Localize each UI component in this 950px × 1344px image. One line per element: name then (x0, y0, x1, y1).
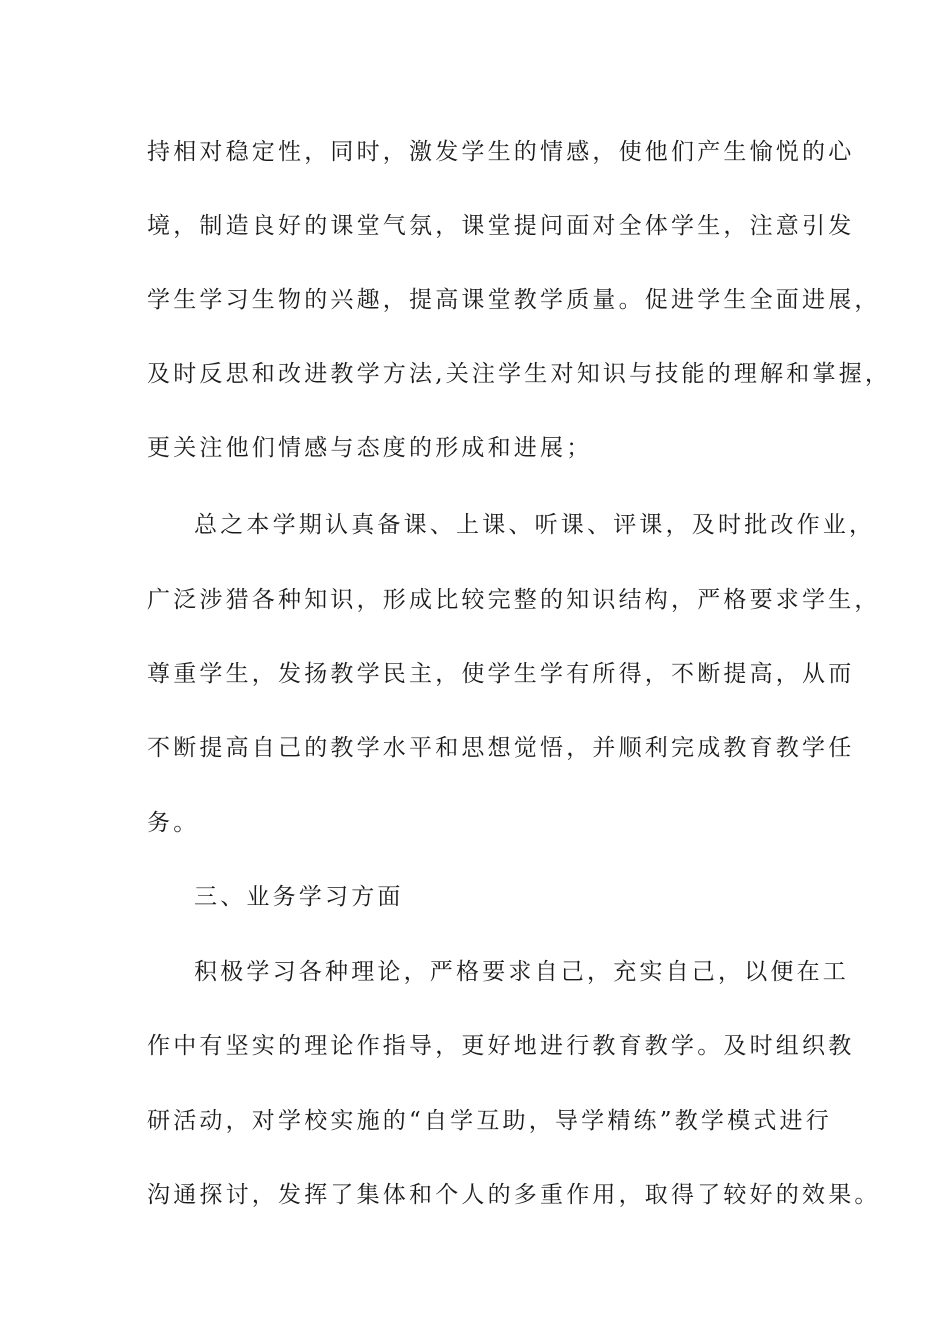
paragraph-line-2: 境，制造良好的课堂气氛，课堂提问面对全体学生，注意引发 (147, 213, 855, 239)
paragraph-line-6: 总之本学期认真备课、上课、听课、评课，及时批改作业， (194, 512, 876, 538)
paragraph-line-7: 广泛涉猎各种知识，形成比较完整的知识结构，严格要求学生， (147, 587, 881, 613)
paragraph-line-3: 学生学习生物的兴趣，提高课堂教学质量。促进学生全面进展， (147, 287, 881, 313)
paragraph-line-12: 积极学习各种理论，严格要求自己，充实自己，以便在工 (194, 959, 849, 985)
paragraph-line-10: 务。 (147, 810, 200, 836)
section-heading: 三、业务学习方面 (194, 884, 404, 910)
paragraph-line-4: 及时反思和改进教学方法,关注学生对知识与技能的理解和掌握， (147, 361, 892, 387)
paragraph-line-8: 尊重学生，发扬教学民主，使学生学有所得，不断提高，从而 (147, 661, 855, 687)
paragraph-line-13: 作中有坚实的理论作指导，更好地进行教育教学。及时组织教 (147, 1033, 855, 1059)
paragraph-line-14: 研活动，对学校实施的“自学互助，导学精练”教学模式进行 (147, 1108, 832, 1134)
paragraph-line-1: 持相对稳定性，同时，激发学生的情感，使他们产生愉悦的心 (147, 139, 855, 165)
paragraph-line-15: 沟通探讨，发挥了集体和个人的多重作用，取得了较好的效果。 (147, 1182, 881, 1208)
paragraph-line-5: 更关注他们情感与态度的形成和进展； (147, 435, 593, 461)
paragraph-line-9: 不断提高自己的教学水平和思想觉悟，并顺利完成教育教学任 (147, 735, 855, 761)
